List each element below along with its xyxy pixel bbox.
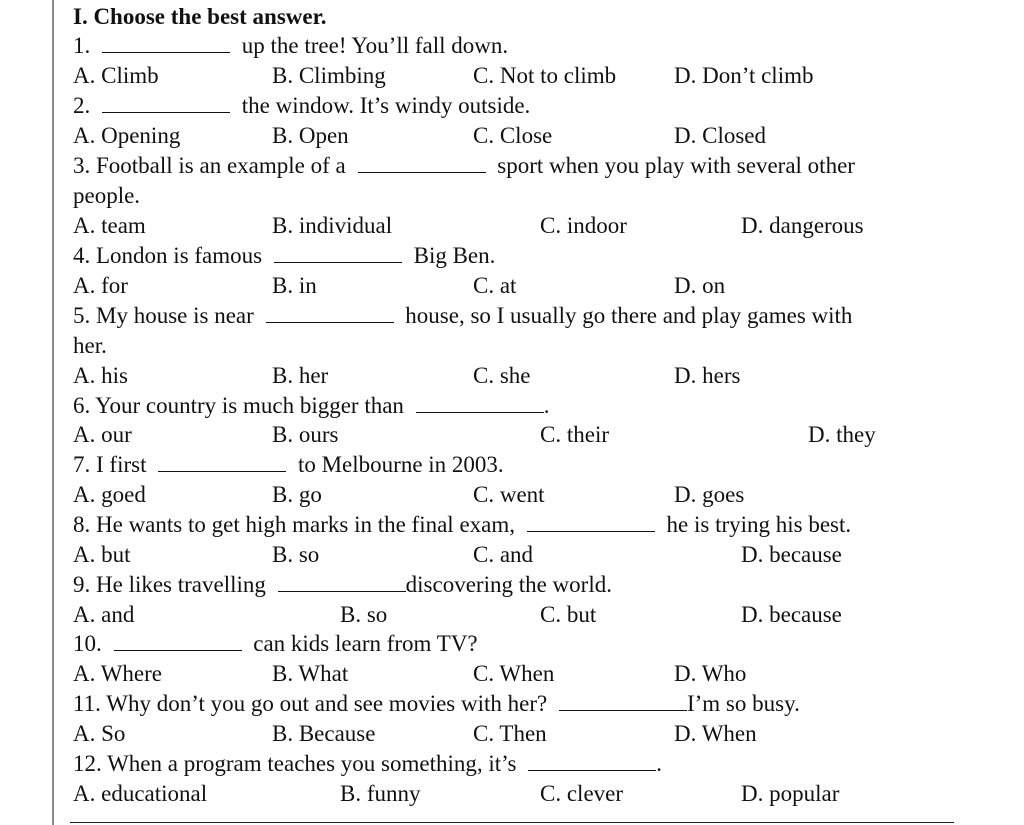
question-9: 9. He likes travelling discovering the world. [73, 572, 612, 597]
answer-blank[interactable] [102, 94, 230, 113]
section-heading: I. Choose the best answer. [73, 4, 327, 29]
option-a[interactable]: A. goed [73, 482, 146, 507]
option-a[interactable]: A. Opening [73, 123, 181, 148]
left-border-line [52, 0, 54, 825]
option-b[interactable]: B. in [272, 273, 317, 298]
option-b[interactable]: B. Open [272, 123, 349, 148]
option-c[interactable]: C. and [473, 542, 534, 567]
option-b[interactable]: B. individual [272, 213, 393, 238]
option-b[interactable]: B. so [340, 602, 388, 627]
question-2: 2. the window. It’s windy outside. [73, 93, 531, 118]
option-d[interactable]: D. on [674, 273, 726, 298]
option-a[interactable]: A. educational [73, 781, 208, 806]
question-7: 7. I first to Melbourne in 2003. [73, 452, 504, 477]
option-a[interactable]: A. Where [73, 661, 162, 686]
answer-blank[interactable] [102, 34, 230, 53]
option-d[interactable]: D. When [674, 721, 757, 746]
option-a[interactable]: A. So [73, 721, 126, 746]
question-1: 1. up the tree! You’ll fall down. [73, 33, 509, 58]
option-c[interactable]: C. When [473, 661, 555, 686]
option-d[interactable]: D. because [741, 542, 842, 567]
question-6: 6. Your country is much bigger than . [73, 393, 550, 418]
option-c[interactable]: C. their [540, 422, 609, 447]
option-b[interactable]: B. Climbing [272, 63, 386, 88]
option-d[interactable]: D. Who [674, 661, 747, 686]
question-11: 11. Why don’t you go out and see movies with her? I’m so busy. [73, 691, 800, 716]
bottom-rule [70, 822, 954, 823]
option-d[interactable]: D. Don’t climb [674, 63, 814, 88]
answer-blank[interactable] [114, 632, 242, 651]
answer-blank[interactable] [416, 394, 544, 413]
option-b[interactable]: B. Because [272, 721, 376, 746]
option-b[interactable]: B. What [272, 661, 349, 686]
answer-blank[interactable] [358, 154, 486, 173]
option-a[interactable]: A. our [73, 422, 132, 447]
option-d[interactable]: D. popular [741, 781, 840, 806]
option-d[interactable]: D. Closed [674, 123, 766, 148]
answer-blank[interactable] [528, 752, 656, 771]
option-a[interactable]: A. for [73, 273, 128, 298]
answer-blank[interactable] [559, 692, 687, 711]
question-3: 3. Football is an example of a sport when you play with several other [73, 153, 855, 178]
option-a[interactable]: A. team [73, 213, 146, 238]
option-d[interactable]: D. because [741, 602, 842, 627]
answer-blank[interactable] [278, 573, 406, 592]
answer-blank[interactable] [527, 513, 655, 532]
option-c[interactable]: C. she [473, 363, 531, 388]
option-b[interactable]: B. her [272, 363, 329, 388]
question-4: 4. London is famous Big Ben. [73, 243, 496, 268]
option-c[interactable]: C. Not to climb [473, 63, 617, 88]
option-c[interactable]: C. at [473, 273, 517, 298]
option-d[interactable]: D. they [808, 422, 876, 447]
option-d[interactable]: D. goes [674, 482, 745, 507]
option-c[interactable]: C. went [473, 482, 545, 507]
option-c[interactable]: C. but [540, 602, 597, 627]
question-8: 8. He wants to get high marks in the final exam, he is trying his best. [73, 512, 852, 537]
question-3-continuation: people. [73, 183, 141, 208]
option-a[interactable]: A. Climb [73, 63, 159, 88]
option-c[interactable]: C. indoor [540, 213, 627, 238]
question-5: 5. My house is near house, so I usually go there and play games with [73, 303, 853, 328]
option-d[interactable]: D. hers [674, 363, 741, 388]
option-b[interactable]: B. ours [272, 422, 339, 447]
option-d[interactable]: D. dangerous [741, 213, 864, 238]
option-c[interactable]: C. Then [473, 721, 547, 746]
option-a[interactable]: A. his [73, 363, 128, 388]
option-b[interactable]: B. so [272, 542, 320, 567]
answer-blank[interactable] [274, 244, 402, 263]
answer-blank[interactable] [266, 304, 394, 323]
option-a[interactable]: A. and [73, 602, 135, 627]
question-5-continuation: her. [73, 333, 107, 358]
option-a[interactable]: A. but [73, 542, 131, 567]
option-c[interactable]: C. Close [473, 123, 553, 148]
question-12: 12. When a program teaches you something, it’s . [73, 751, 663, 776]
option-b[interactable]: B. funny [340, 781, 421, 806]
option-b[interactable]: B. go [272, 482, 322, 507]
answer-blank[interactable] [158, 453, 286, 472]
question-10: 10. can kids learn from TV? [73, 631, 478, 656]
option-c[interactable]: C. clever [540, 781, 624, 806]
